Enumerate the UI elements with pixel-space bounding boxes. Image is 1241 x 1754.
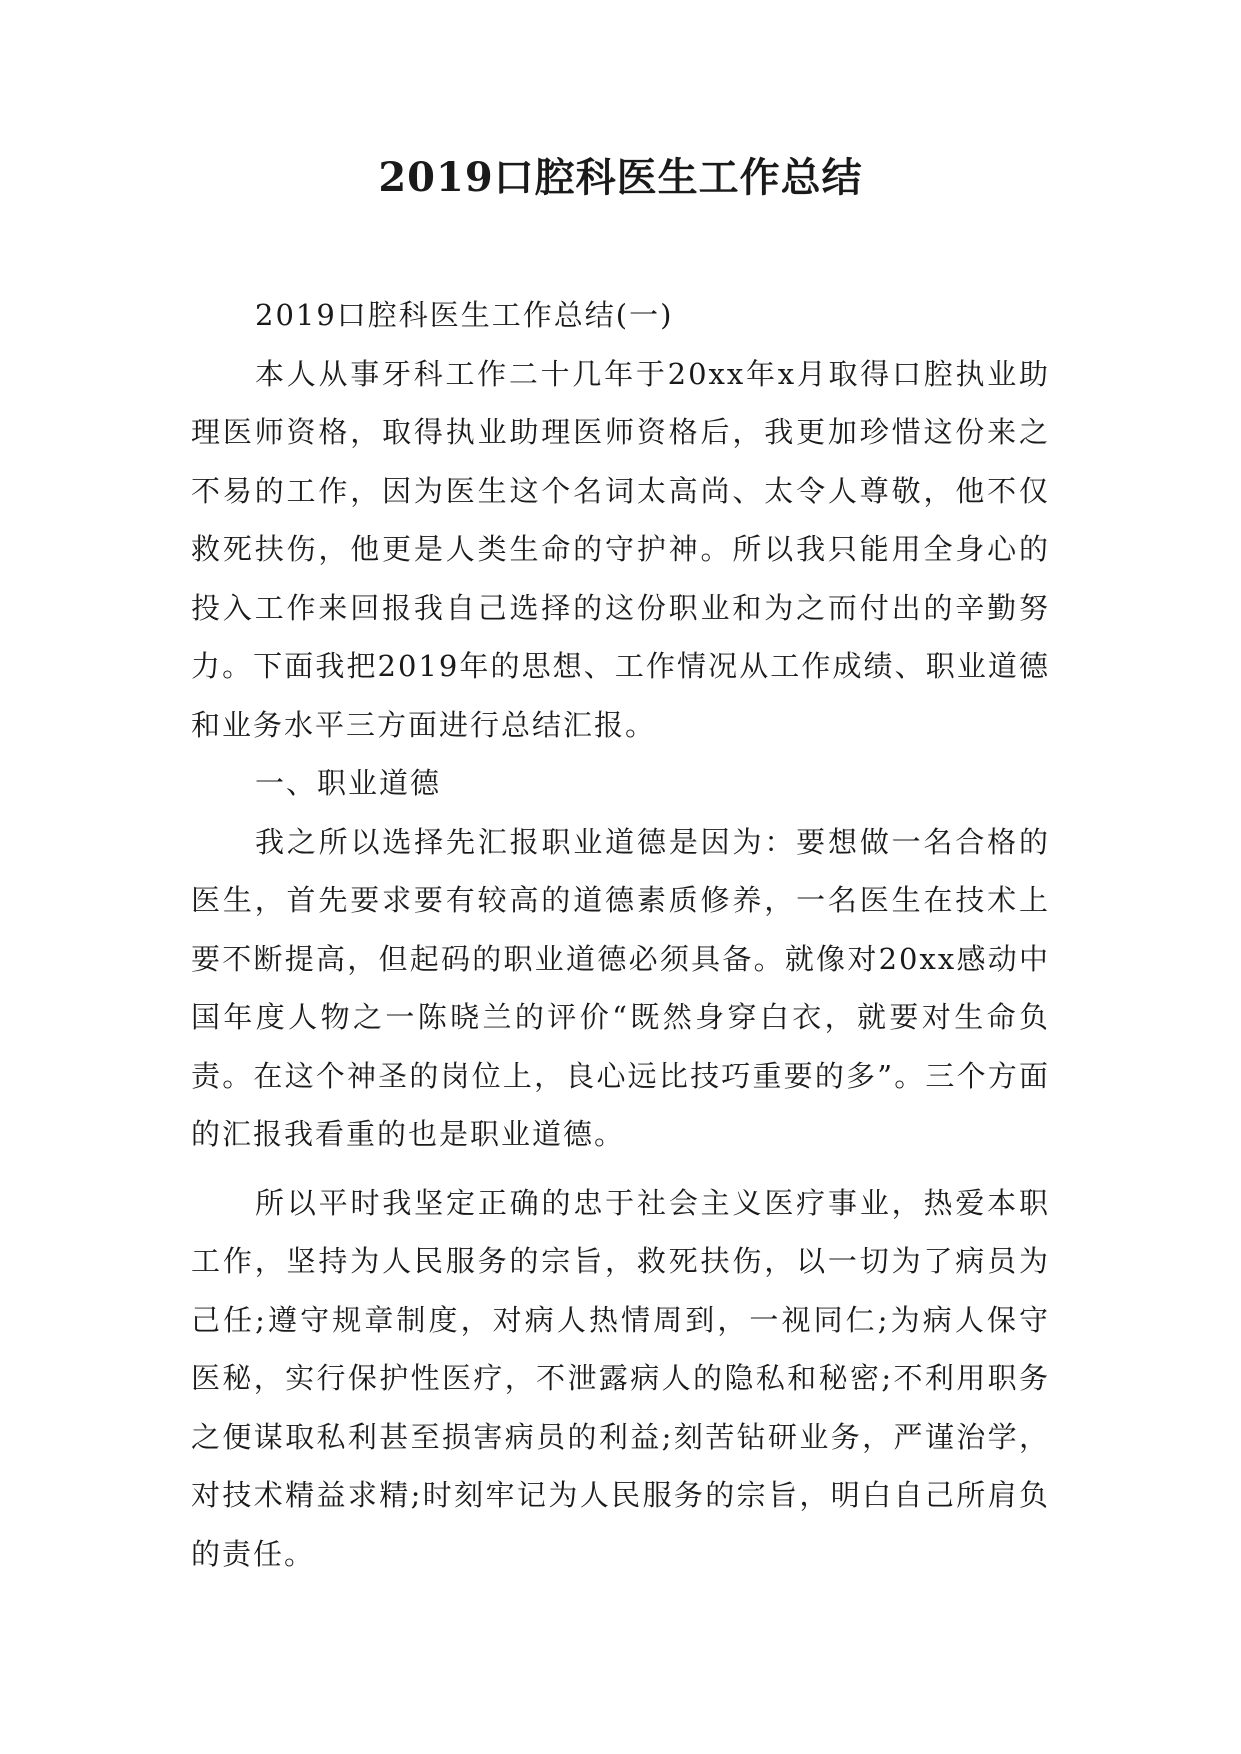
section-heading-ethics: 一、职业道德 <box>255 766 442 800</box>
paragraph-intro: 本人从事牙科工作二十几年于20xx年x月取得口腔执业助理医师资格，取得执业助理医师资格后，我更加珍惜这份来之不易的工作，因为医生这个名词太高尚、太令人尊敬，他不仅救死扶伤，他更是人类生命的守护神。所以我只能用全身心的投入工作来回报我自己选择的这份职业和为之而付出的辛勤努力。下面我把2019年的思想、工作情况从工作成绩、职业道德和业务水平三方面进行总结汇报。 <box>191 356 1050 742</box>
document-body <box>191 286 1050 1583</box>
paragraph-ethics-practice: 所以平时我坚定正确的忠于社会主义医疗事业，热爱本职工作，坚持为人民服务的宗旨，救死扶伤，以一切为了病员为己任;遵守规章制度，对病人热情周到，一视同仁;为病人保守医秘，实行保护性医疗，不泄露病人的隐私和秘密;不利用职务之便谋取私利甚至损害病员的利益;刻苦钻研业务，严谨治学，对技术精益求精;时刻牢记为人民服务的宗旨，明白自己所肩负的责任。 <box>191 1185 1050 1571</box>
section-subtitle: 2019口腔科医生工作总结(一) <box>255 298 674 332</box>
paragraph-ethics-reason: 我之所以选择先汇报职业道德是因为：要想做一名合格的医生，首先要求要有较高的道德素质修养，一名医生在技术上要不断提高，但起码的职业道德必须具备。就像对20xx感动中国年度人物之一陈晓兰的评价“既然身穿白衣，就要对生命负责。在这个神圣的岗位上，良心远比技巧重要的多”。三个方面的汇报我看重的也是职业道德。 <box>191 824 1050 1151</box>
document-title: 2019口腔科医生工作总结 <box>378 154 863 201</box>
